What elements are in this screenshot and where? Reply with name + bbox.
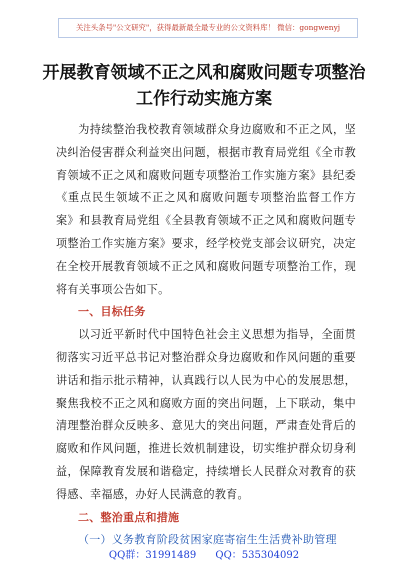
page-footer	[0, 549, 408, 563]
promo-banner: 关注头条号"公文研究"，获得最新最全最专业的公文资料库！ 微信：gongwenyj	[58, 18, 358, 38]
document-title: 开展教育领域不正之风和腐败问题专项整治工作行动实施方案	[42, 63, 366, 109]
footer-qq-group: QQ群：31991489	[108, 550, 197, 561]
footer-qq: QQ：535304092	[215, 550, 300, 561]
subsection-heading-subsidy: （一）义务教育阶段贫困家庭寄宿生生活费补助管理	[78, 533, 337, 547]
section-heading-measures: 二、整治重点和措施	[78, 510, 180, 524]
document-body	[56, 119, 356, 552]
section-heading-goals: 一、目标任务	[78, 305, 146, 319]
goals-paragraph: 以习近平新时代中国特色社会主义思想为指导，全面贯彻落实习近平总书记对整治群众身边腐败和作风问题的重要讲话和指示批示精神，认真践行以人民为中心的发展思想，聚焦我校不正之风和腐败方面的突出问题，上下联动，集中清理整治群众反映多、意见大的突出问题，严肃查处背后的腐败和作风问题，推进长效机制建设，切实维护群众切身利益，保障教育发展和谐稳定，持续增长人民群众对教育的获得感、幸福感，办好人民满意的教育。	[56, 328, 356, 501]
intro-paragraph: 为持续整治我校教育领域群众身边腐败和不正之风，坚决纠治侵害群众利益突出问题，根据市教育局党组《全市教育领域不正之风和腐败问题专项整治工作实施方案》县纪委《重点民生领域不正之风和腐败问题专项整治监督工作方案》和县教育局党组《全县教育领域不正之风和腐败问题专项整治工作实施方案》要求，经学校党支部会议研究，决定在全校开展教育领域不正之风和腐败问题专项整治工作，现将有关事项公告如下。	[56, 123, 356, 296]
